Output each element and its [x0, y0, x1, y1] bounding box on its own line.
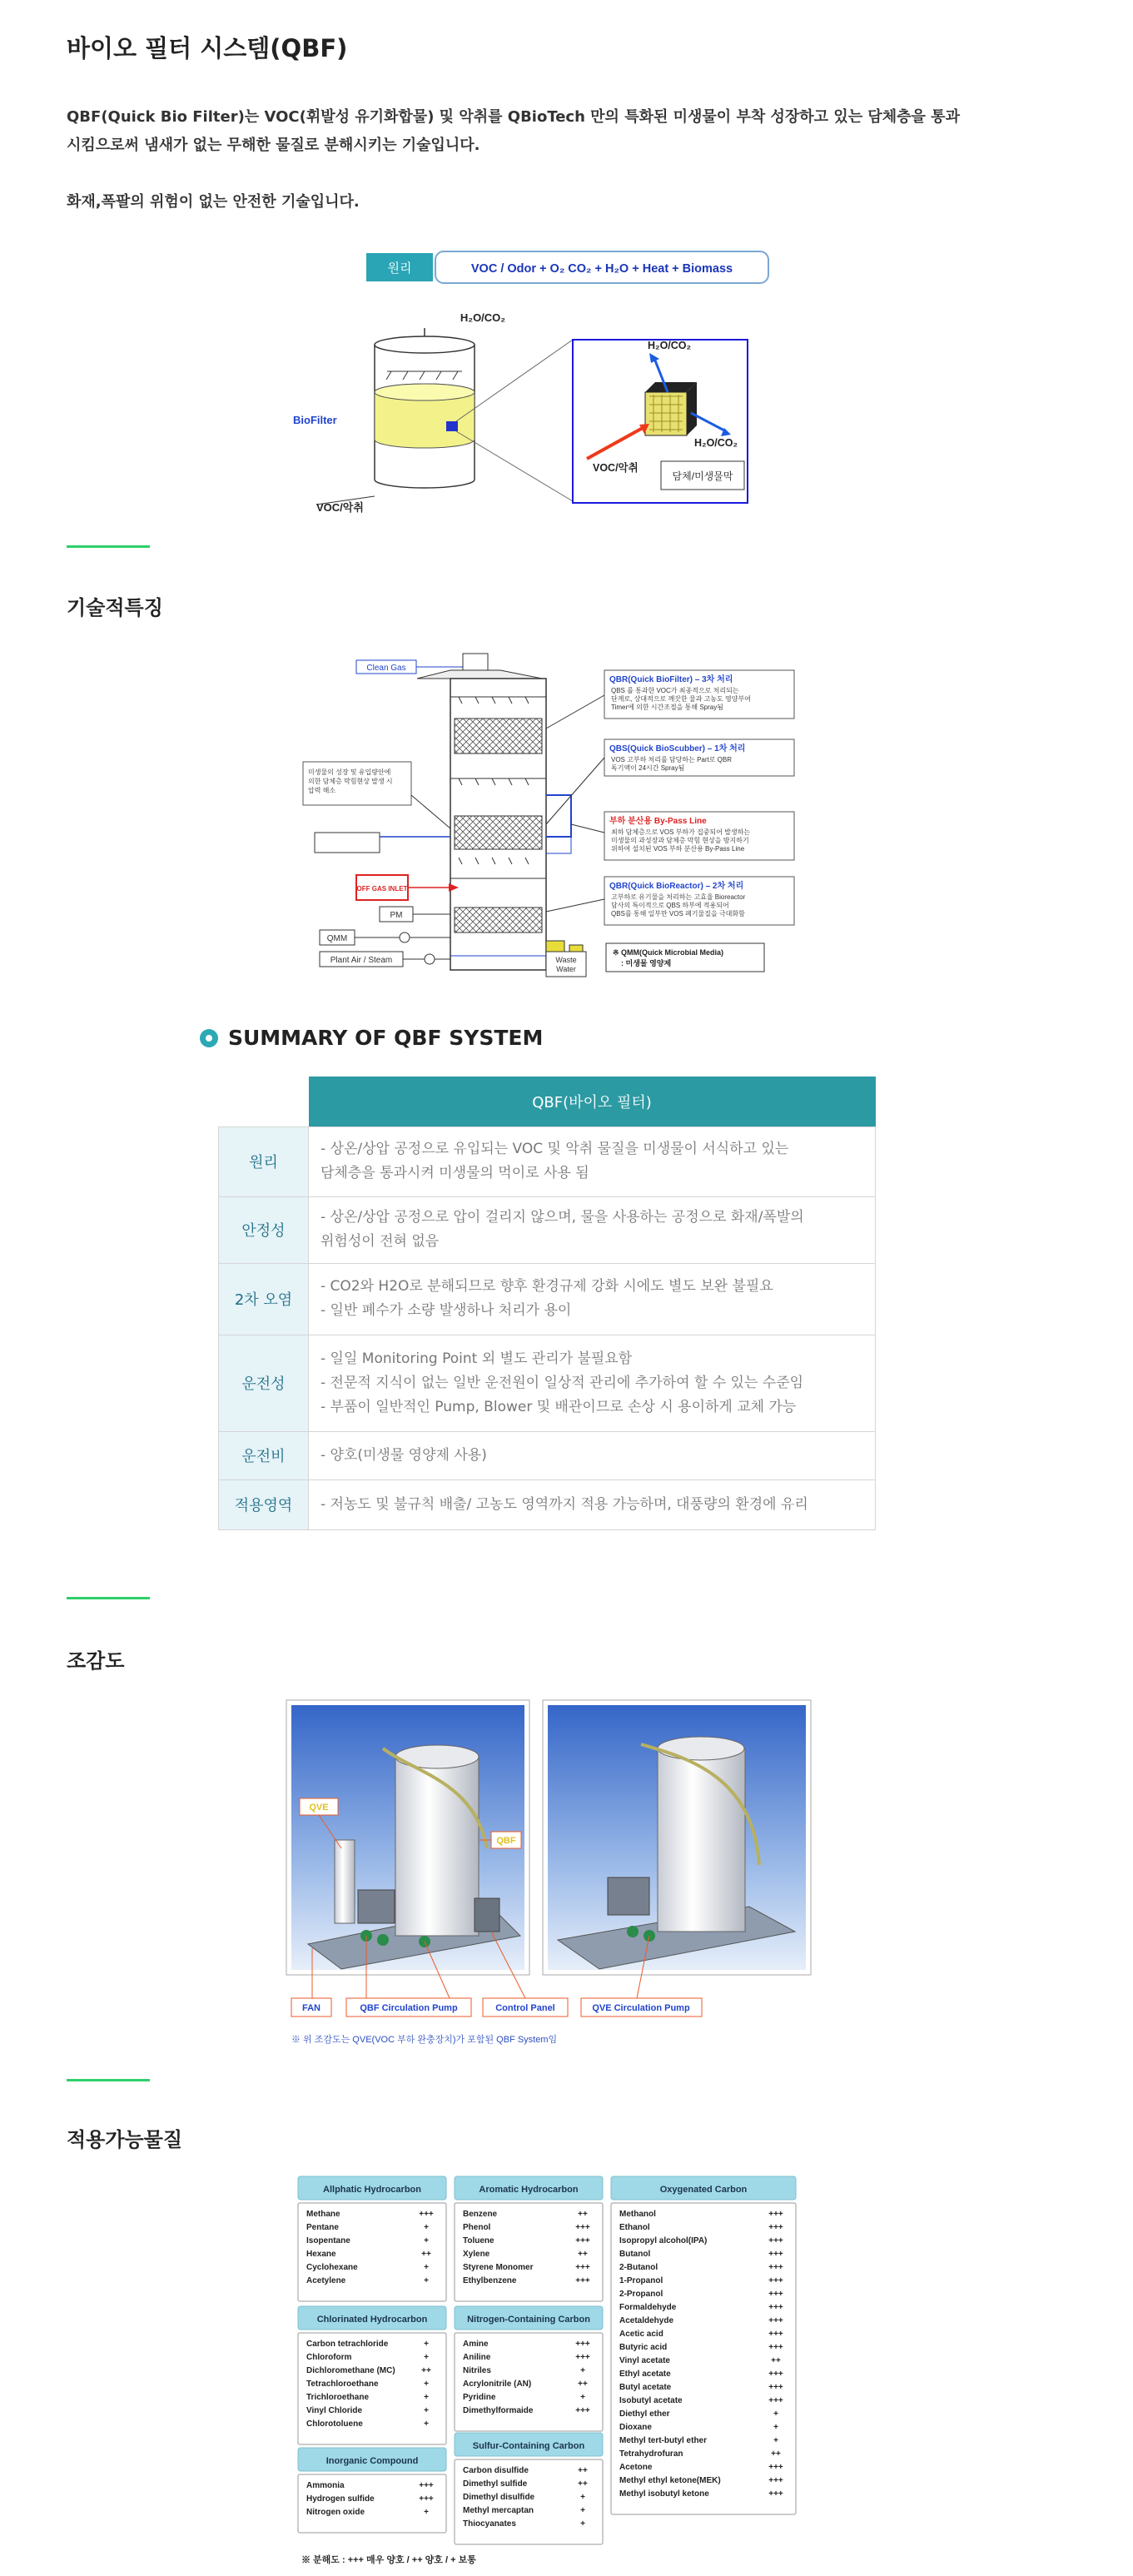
- biofilter-tank: [375, 328, 475, 488]
- material-name: Amine: [463, 2340, 489, 2349]
- summary-desc: [309, 1335, 876, 1431]
- bypass-text-3: 위하여 설치된 VOS 부하 분산용 By-Pass Line: [611, 845, 745, 853]
- material-name: Nitrogen oxide: [306, 2508, 365, 2517]
- material-rating: +++: [768, 2303, 783, 2312]
- material-rating: +: [424, 2419, 429, 2429]
- waste-water-label-2: Water: [556, 965, 576, 973]
- material-rating: ++: [421, 2366, 431, 2375]
- section-divider: [67, 2079, 150, 2081]
- material-rating: ++: [421, 2250, 431, 2259]
- material-name: Trichloroethane: [306, 2393, 370, 2402]
- material-group: [298, 2306, 446, 2444]
- material-group-title: Oxygenated Carbon: [659, 2185, 748, 2195]
- material-rating: +: [424, 2380, 429, 2389]
- material-name: Nitriles: [463, 2366, 491, 2375]
- material-rating: +: [773, 2423, 778, 2432]
- summary-desc: [309, 1263, 876, 1335]
- qmm-note-2: : 미생물 영양제: [621, 959, 672, 967]
- material-rating: +: [424, 2223, 429, 2232]
- material-name: Tetrahydrofuran: [619, 2449, 683, 2459]
- materials-table: [291, 2165, 808, 2573]
- summary-title-text: SUMMARY OF QBF SYSTEM: [228, 1026, 544, 1050]
- material-name: Ethanol: [619, 2223, 650, 2232]
- material-rating: ++: [771, 2449, 781, 2459]
- bullet-icon: [200, 1029, 218, 1047]
- materials-legend: ※ 분해도 : +++ 매우 양호 / ++ 양호 / + 보통: [301, 2555, 476, 2565]
- material-group: [611, 2176, 796, 2514]
- clean-gas-label: Clean Gas: [366, 664, 406, 673]
- material-rating: +++: [768, 2463, 783, 2472]
- material-name: Diethyl ether: [619, 2409, 670, 2419]
- material-name: Methyl isobutyl ketone: [619, 2489, 709, 2499]
- material-rating: +++: [575, 2406, 590, 2415]
- pm-label: PM: [390, 911, 403, 920]
- material-name: Hexane: [306, 2250, 336, 2259]
- material-rating: +: [773, 2436, 778, 2445]
- zoom-top-label: H₂O/CO₂: [648, 340, 692, 351]
- summary-cat: 적용영역: [219, 1479, 309, 1529]
- principle-badge-label: 원리: [387, 261, 412, 276]
- bottom-label: VOC/악취: [316, 501, 364, 514]
- material-rating: +: [424, 2393, 429, 2402]
- waste-water-label-1: Waste: [555, 956, 577, 964]
- material-name: Acetaldehyde: [619, 2316, 674, 2325]
- material-rating: +++: [575, 2263, 590, 2272]
- left-note-3: 압력 해소: [308, 787, 336, 794]
- material-rating: +++: [575, 2353, 590, 2362]
- material-rating: +: [424, 2353, 429, 2362]
- summary-desc: [309, 1196, 876, 1263]
- material-name: Dimethyl sulfide: [463, 2479, 528, 2489]
- qbr-title: QBR(Quick BioFilter) – 3차 처리: [609, 675, 733, 684]
- material-group: [455, 2176, 603, 2301]
- material-rating: +++: [419, 2481, 434, 2490]
- material-name: Acetic acid: [619, 2330, 663, 2339]
- material-rating: +: [424, 2340, 429, 2349]
- principle-diagram: [283, 246, 783, 521]
- material-group-title: Allphatic Hydrocarbon: [323, 2185, 421, 2195]
- material-name: Ethylbenzene: [463, 2276, 517, 2285]
- material-rating: +: [580, 2506, 585, 2515]
- summary-table: [218, 1077, 876, 1530]
- zoom-right-label: H₂O/CO₂: [694, 437, 738, 449]
- summary-row: [219, 1196, 876, 1263]
- material-name: Pyridine: [463, 2393, 496, 2402]
- material-rating: +++: [419, 2494, 434, 2504]
- qmm-note-1: ※ QMM(Quick Microbial Media): [613, 948, 724, 957]
- intro-line-3: 화재,폭팔의 위험이 없는 안전한 기술입니다.: [67, 193, 360, 211]
- material-group: [455, 2433, 603, 2544]
- material-name: Butyl acetate: [619, 2383, 672, 2392]
- section-title-materials: 적용가능물질: [67, 2128, 183, 2151]
- material-rating: +++: [768, 2396, 783, 2405]
- material-name: Phenol: [463, 2223, 491, 2232]
- material-rating: +++: [575, 2276, 590, 2285]
- qbr2-text-2: 담사의 특이적으로 QBS 하부에 적용되어: [611, 902, 729, 909]
- material-rating: +: [580, 2366, 585, 2375]
- material-rating: +: [424, 2508, 429, 2517]
- section-title-tech: 기술적특징: [67, 596, 163, 619]
- material-rating: ++: [578, 2210, 588, 2219]
- intro-line-1: QBF(Quick Bio Filter)는 VOC(휘발성 유기화합물) 및 악취를 QBioTech 만의 특화된 미생물이 부착 성장하고 있는 담체층을 통과: [67, 108, 960, 126]
- material-rating: +++: [768, 2476, 783, 2485]
- material-rating: +++: [768, 2223, 783, 2232]
- panel-label: Control Panel: [495, 2003, 555, 2013]
- material-rating: +++: [575, 2236, 590, 2245]
- material-rating: +: [580, 2493, 585, 2502]
- qbr-text-2: 단계로, 상대적으로 깨끗한 물과 고농도 영양부여: [611, 695, 751, 703]
- material-rating: +++: [768, 2236, 783, 2245]
- summary-row: [219, 1126, 876, 1196]
- qbs-text-2: 독기액이 24시간 Spray됨: [611, 764, 685, 772]
- material-rating: +++: [768, 2276, 783, 2285]
- material-name: Butyric acid: [619, 2343, 668, 2352]
- bypass-title: 부하 분산용 By-Pass Line: [609, 817, 707, 826]
- material-name: Thiocyanates: [463, 2519, 516, 2529]
- summary-cat: 2차 오염: [219, 1263, 309, 1335]
- material-name: Dimethylformaide: [463, 2406, 534, 2415]
- material-group-title: Nitrogen-Containing Carbon: [467, 2315, 590, 2325]
- qbr-text-1: QBS 를 통과한 VOC가 최종적으로 처리되는: [611, 687, 739, 694]
- top-label: H₂O/CO₂: [460, 311, 506, 324]
- summary-cat: 운전성: [219, 1335, 309, 1431]
- material-name: Chloroform: [306, 2353, 352, 2362]
- section-divider: [67, 545, 150, 548]
- material-name: Methanol: [619, 2210, 656, 2219]
- material-name: 2-Propanol: [619, 2290, 663, 2299]
- summary-header: QBF(바이오 필터): [309, 1077, 876, 1126]
- material-group-title: Chlorinated Hydrocarbon: [316, 2315, 428, 2325]
- summary-line: - 일일 Monitoring Point 외 별도 관리가 불필요함: [321, 1350, 633, 1367]
- material-group: [298, 2176, 446, 2301]
- material-name: Xylene: [463, 2250, 490, 2259]
- qbf-label: QBF: [496, 1836, 516, 1846]
- material-name: Acrylonitrile (AN): [463, 2380, 532, 2389]
- material-name: Hydrogen sulfide: [306, 2494, 375, 2504]
- material-group-title: Aromatic Hydrocarbon: [479, 2185, 579, 2195]
- material-name: Tetrachloroethane: [306, 2380, 379, 2389]
- material-rating: ++: [578, 2466, 588, 2475]
- material-name: Isobutyl acetate: [619, 2396, 683, 2405]
- summary-row: [219, 1335, 876, 1431]
- material-name: Methyl ethyl ketone(MEK): [619, 2476, 721, 2485]
- material-rating: +++: [768, 2250, 783, 2259]
- material-name: Carbon disulfide: [463, 2466, 529, 2475]
- summary-line: - 일반 폐수가 소량 발생하나 처리가 용이: [321, 1302, 572, 1319]
- media-box-label: 담체/미생물막: [672, 470, 733, 482]
- bypass-text-1: 최하 담체층으로 VOS 부하가 집중되어 발생하는: [611, 828, 751, 836]
- media-cube: [645, 382, 697, 435]
- material-rating: +++: [768, 2343, 783, 2352]
- material-name: Methyl mercaptan: [463, 2506, 534, 2515]
- material-name: Benzene: [463, 2210, 498, 2219]
- material-rating: +: [580, 2519, 585, 2529]
- material-name: Pentane: [306, 2223, 339, 2232]
- summary-line: - 저농도 및 불규칙 배출/ 고농도 영역까지 적용 가능하며, 대풍량의 환경에 유리: [321, 1495, 808, 1513]
- material-name: Vinyl Chloride: [306, 2406, 363, 2415]
- material-rating: +: [580, 2393, 585, 2402]
- material-name: Butanol: [619, 2250, 651, 2259]
- material-name: Acetylene: [306, 2276, 346, 2285]
- material-rating: +: [424, 2406, 429, 2415]
- material-rating: +++: [768, 2370, 783, 2379]
- summary-desc: [309, 1479, 876, 1529]
- bypass-text-2: 미생물의 과성장과 담체층 막힘 현상을 방지하기: [611, 837, 749, 844]
- summary-row: [219, 1263, 876, 1335]
- material-name: Ammonia: [306, 2481, 345, 2490]
- material-group-title: Inorganic Compound: [325, 2456, 419, 2466]
- summary-line: - 상온/상압 공정으로 압이 걸리지 않으며, 물을 사용하는 공정으로 화재/폭발의: [321, 1209, 804, 1226]
- summary-header-row: [219, 1077, 876, 1126]
- material-name: Aniline: [463, 2353, 491, 2362]
- plant-air-label: Plant Air / Steam: [330, 956, 393, 965]
- bird-note: ※ 위 조감도는 QVE(VOC 부하 완충장치)가 포함된 QBF System임: [291, 2035, 558, 2045]
- material-name: Methane: [306, 2210, 340, 2219]
- qmm-label: QMM: [326, 934, 348, 943]
- material-name: Formaldehyde: [619, 2303, 677, 2312]
- material-rating: ++: [578, 2250, 588, 2259]
- material-name: Toluene: [463, 2236, 494, 2245]
- material-name: Vinyl acetate: [619, 2356, 670, 2365]
- material-name: Dichloromethane (MC): [306, 2366, 395, 2375]
- qbr2-text-3: QBS를 통해 일부만 VOS 폐기물질을 극대화함: [611, 910, 745, 918]
- summary-line: - 부품이 일반적인 Pump, Blower 및 배관이므로 손상 시 용이하게 교체 가능: [321, 1398, 797, 1415]
- material-name: Dimethyl disulfide: [463, 2493, 535, 2502]
- material-name: 1-Propanol: [619, 2276, 663, 2285]
- material-rating: +: [424, 2263, 429, 2272]
- material-name: Ethyl acetate: [619, 2370, 671, 2379]
- summary-line: - 양호(미생물 영양제 사용): [321, 1446, 487, 1464]
- material-name: Carbon tetrachloride: [306, 2340, 389, 2349]
- material-name: Chlorotoluene: [306, 2419, 363, 2429]
- summary-desc: [309, 1431, 876, 1479]
- material-name: Isopropyl alcohol(IPA): [619, 2236, 708, 2245]
- material-group-title: Sulfur-Containing Carbon: [472, 2441, 585, 2451]
- summary-line: - CO2와 H2O로 분해되므로 향후 환경규제 강화 시에도 별도 보완 불필요: [321, 1278, 773, 1295]
- material-rating: ++: [578, 2380, 588, 2389]
- section-divider: [67, 1597, 150, 1599]
- material-rating: +: [773, 2409, 778, 2419]
- material-name: Cyclohexane: [306, 2263, 358, 2272]
- summary-line: 담체층을 통과시켜 미생물의 먹이로 사용 됨: [321, 1165, 589, 1181]
- summary-row: [219, 1431, 876, 1479]
- material-name: Styrene Monomer: [463, 2263, 534, 2272]
- qve-label: QVE: [309, 1803, 329, 1813]
- bird-view: [283, 1698, 816, 2048]
- material-rating: +++: [768, 2330, 783, 2339]
- biofilter-label: BioFilter: [293, 414, 337, 426]
- summary-title: [200, 1026, 543, 1050]
- material-rating: +++: [575, 2223, 590, 2232]
- material-rating: ++: [578, 2479, 588, 2489]
- intro-line-2: 시킴으로써 냄새가 없는 무해한 물질로 분해시키는 기술입니다.: [67, 137, 480, 154]
- tech-diagram: [296, 645, 804, 978]
- material-rating: +++: [768, 2263, 783, 2272]
- qve-pump-label: QVE Circulation Pump: [592, 2003, 690, 2013]
- material-rating: +: [424, 2236, 429, 2245]
- material-group: [298, 2448, 446, 2533]
- left-note-2: 의한 담체층 막힘현상 발생 시: [308, 778, 393, 785]
- material-rating: +++: [768, 2316, 783, 2325]
- summary-cat: 안정성: [219, 1196, 309, 1263]
- material-name: Acetone: [619, 2463, 653, 2472]
- summary-line: - 전문적 지식이 없는 일반 운전원이 일상적 관리에 추가하여 할 수 있는 수준임: [321, 1374, 804, 1391]
- material-rating: +: [424, 2276, 429, 2285]
- summary-line: - 상온/상압 공정으로 유입되는 VOC 및 악취 물질을 미생물이 서식하고 있는: [321, 1141, 789, 1157]
- summary-cat: 운전비: [219, 1431, 309, 1479]
- summary-desc: [309, 1126, 876, 1196]
- zoom-left-label: VOC/악취: [593, 462, 639, 474]
- material-name: Dioxane: [619, 2423, 652, 2432]
- material-name: Methyl tert-butyl ether: [619, 2436, 708, 2445]
- summary-cat: 원리: [219, 1126, 309, 1196]
- material-name: Isopentane: [306, 2236, 350, 2245]
- qbr-text-3: Timer에 의한 시간조절을 통해 Spray됨: [611, 704, 723, 711]
- qbr2-title: QBR(Quick BioReactor) – 2차 처리: [609, 882, 744, 891]
- material-rating: +++: [768, 2383, 783, 2392]
- left-note-1: 미생물의 성장 및 유입량안에: [308, 768, 391, 776]
- material-rating: +++: [768, 2489, 783, 2499]
- page-title: 바이오 필터 시스템(QBF): [67, 34, 348, 62]
- qbs-title: QBS(Quick BioScubber) – 1차 처리: [609, 744, 746, 753]
- column: [380, 654, 571, 970]
- summary-row: [219, 1479, 876, 1529]
- material-group: [455, 2306, 603, 2431]
- material-rating: +++: [419, 2210, 434, 2219]
- qbs-text-1: VOS 고부하 처리를 담당하는 Part로 QBR: [611, 756, 733, 763]
- formula-text: VOC / Odor + O₂ CO₂ + H₂O + Heat + Biomass: [470, 262, 733, 276]
- material-rating: +++: [768, 2290, 783, 2299]
- material-rating: +++: [575, 2340, 590, 2349]
- fan-label: FAN: [302, 2003, 321, 2013]
- off-gas-label: OFF GAS INLET: [356, 885, 408, 893]
- material-rating: +++: [768, 2210, 783, 2219]
- material-rating: ++: [771, 2356, 781, 2365]
- intro-text: [67, 103, 1066, 160]
- material-name: 2-Butanol: [619, 2263, 658, 2272]
- pump-label: QBF Circulation Pump: [360, 2003, 458, 2013]
- section-title-bird: 조감도: [67, 1649, 125, 1673]
- summary-line: 위험성이 전혀 없음: [321, 1233, 440, 1250]
- qbr2-text-1: 고부하로 유기물을 처리하는 고효율 Bioreactor: [611, 893, 746, 901]
